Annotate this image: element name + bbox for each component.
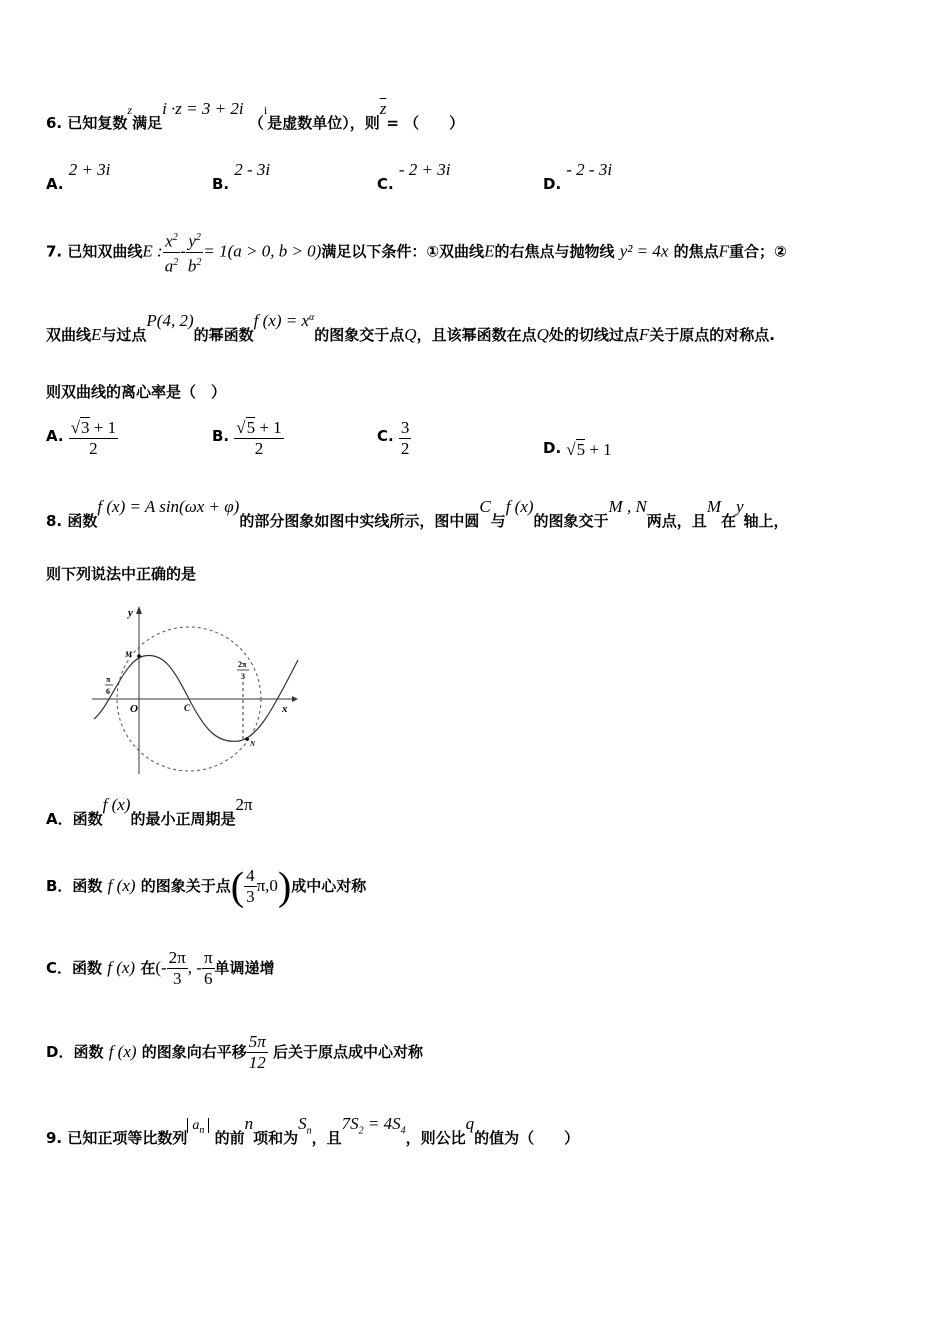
c-label: C (184, 703, 191, 713)
q6-option-d[interactable]: D. - 2 - 3i (543, 160, 613, 193)
n-label: N (250, 740, 256, 748)
q7-option-d[interactable]: D. √5 + 1 (543, 439, 612, 459)
q7-option-a[interactable]: A. $\frac{√3 + 1}{2}$ (46, 418, 117, 458)
x-label: x (282, 703, 288, 715)
q6-option-c[interactable]: C. - 2 + 3i (377, 160, 451, 193)
question-7-line-3: 则双曲线的离心率是（ ） (46, 383, 227, 401)
q7-option-b[interactable]: B. $\frac{√5 + 1}{2}$ (212, 418, 282, 458)
question-8: 8. 函数f (x) = A sin(ωx + φ)的部分图象如图中实线所示，图中圆C与f (x)的图象交于M , N两点，且M在y轴上， (46, 497, 789, 530)
question-7: 7. 已知双曲线E : $\frac{x^2}{a^2}$ - $\frac{y^2}{b^2}$ = 1(a > 0, b > 0)满足以下条件：①双曲线E的右焦点与抛物线 y² = 4x 的焦点F重合；② (46, 228, 920, 276)
three-label: 3 (241, 672, 245, 681)
o-label: O (130, 703, 138, 715)
q8-option-b[interactable]: B．函数 f (x) 的图象关于点( $\frac{4}{3}$ π,0)成中心对称 (46, 863, 367, 909)
question-8-line-2: 则下列说法中正确的是 (46, 565, 197, 583)
q8-option-c[interactable]: C．函数 f (x) 在(- $\frac{2\pi}{3}$ , - $\frac{\pi}{6}$ 单调递增 (46, 948, 275, 988)
twopi-label: 2π (238, 660, 247, 669)
sine-curve (94, 655, 298, 741)
q6-option-b[interactable]: B. 2 - 3i (212, 160, 271, 193)
q6-option-a[interactable]: A. 2 + 3i (46, 160, 111, 193)
point-m (137, 654, 141, 658)
q7-condition: = 1(a > 0, b > 0) (203, 241, 322, 261)
point-n (245, 737, 249, 741)
y-axis-arrow (136, 606, 142, 614)
q8-function-graph (86, 600, 316, 780)
q8-option-d[interactable]: D．函数 f (x) 的图象向右平移 $\frac{5\pi}{12}$ 后关于原点成中心对称 (46, 1032, 424, 1072)
question-9: 9. 已知正项等比数列$a_n$ 的前n项和为$S_n$，且$7S_2 = 4S_4$，则公比q的值为（ ） (46, 1114, 580, 1147)
q8-option-a[interactable]: A．函数f (x)的最小正周期是2π (46, 795, 253, 828)
q7-option-c[interactable]: C. $\frac{3}{2}$ (377, 418, 410, 458)
question-7-line-2: 双曲线E与过点P(4, 2)的幂函数f $(x) = x^\alpha$的图象交于点Q，且该幂函数在点Q处的切线过点F关于原点的对称点. (46, 311, 775, 344)
question-6: 6. 已知复数$^z$满足i ·z = 3 + 2i （$^i$是虚数单位），则$\overline{z}=$ （ ） (46, 99, 465, 132)
y-label: y (128, 607, 133, 619)
x-axis-arrow (292, 696, 298, 702)
q6-number: 6. (46, 114, 63, 132)
six-label-left: 6 (106, 687, 110, 696)
q6-equation: i ·z = 3 + 2i (162, 99, 244, 118)
pi-label-left: π (106, 675, 111, 684)
m-label: M (125, 650, 133, 659)
